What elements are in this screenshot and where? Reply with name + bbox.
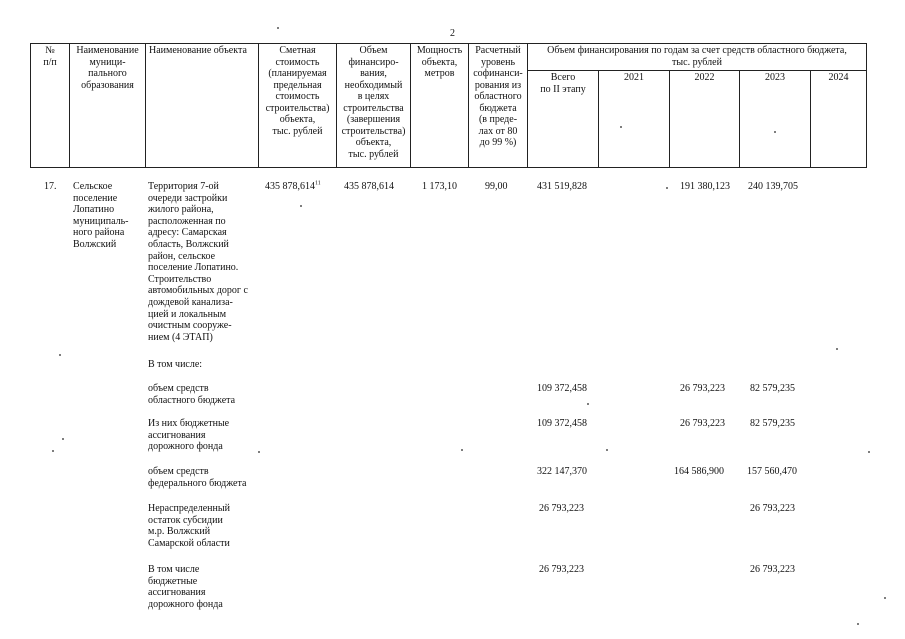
header-2022: 2022 xyxy=(694,72,715,83)
header-2024: 2024 xyxy=(828,72,849,83)
subrow-label: Нераспределенный остаток субсидии м.р. Волжский Самарской области xyxy=(148,503,230,549)
page-number: 2 xyxy=(450,28,455,39)
subrow-total: 26 793,223 xyxy=(539,503,584,514)
subrow-2023: 26 793,223 xyxy=(750,503,795,514)
header-funding-group: Объем финансирования по годам за счет средств областного бюджета, тыс. рублей xyxy=(547,45,847,68)
header-capacity: Мощность объекта, метров xyxy=(416,45,463,79)
subrow-label: Из них бюджетные ассигнования дорожного фонда xyxy=(148,418,230,453)
subrow-2023: 82 579,235 xyxy=(750,383,795,394)
header-2023: 2023 xyxy=(765,72,785,83)
row-volume: 435 878,614 xyxy=(344,181,394,192)
header-estimate: Сметная стоимость (планируемая предельная стоимость строительства) объекта, тыс. рублей xyxy=(265,45,330,137)
row-municipality: Сельское поселение Лопатино муниципаль- ного района Волжский xyxy=(73,181,129,250)
including-label: В том числе: xyxy=(148,359,203,370)
subrow-label: объем средств федерального бюджета xyxy=(148,466,247,489)
row-number: 17. xyxy=(44,181,57,192)
row-2023: 240 139,705 xyxy=(748,181,798,192)
subrow-2022: 26 793,223 xyxy=(680,383,725,394)
subrow-2023: 157 560,470 xyxy=(747,466,797,477)
header-volume: Объем финансиро- вания, необходимый в целях строительства (завершения строительства) объекта, тыс. рублей xyxy=(341,45,406,160)
header-object: Наименование объекта xyxy=(149,45,247,56)
subrow-2022: 26 793,223 xyxy=(680,418,725,429)
header-number: № п/п xyxy=(43,45,57,68)
row-capacity: 1 173,10 xyxy=(422,181,457,192)
subrow-2022: 164 586,900 xyxy=(674,466,724,477)
subrow-label: объем средств областного бюджета xyxy=(148,383,236,406)
header-total: Всего по II этапу xyxy=(540,72,586,95)
header-level: Расчетный уровень софинанси- рования из областного бюджета (в преде- лах от 80 до 99 %) xyxy=(473,45,523,148)
subrow-total: 109 372,458 xyxy=(537,383,587,394)
subrow-label: В том числе бюджетные ассигнования дорожного фонда xyxy=(148,564,223,610)
row-2022: 191 380,123 xyxy=(680,181,730,192)
estimate-footnote: 11 xyxy=(315,180,321,187)
header-municipality: Наименование муници- пального образования xyxy=(76,45,139,91)
row-estimate: 435 878,614$^{11}$ xyxy=(265,180,321,192)
row-object: Территория 7-ой очереди застройки жилого района, расположенная по адресу: Самарская область, Волжский район, сельское поселение Лопатино. Строительство автомобильных дорог с дождевой канализа- цией и локальным очистным сооруже- нием (4 ЭТАП) xyxy=(148,181,248,343)
row-total: 431 519,828 xyxy=(537,181,587,192)
row-level: 99,00 xyxy=(485,181,508,192)
subrow-total: 109 372,458 xyxy=(537,418,587,429)
header-2021: 2021 xyxy=(624,72,644,83)
subrow-total: 26 793,223 xyxy=(539,564,584,575)
subrow-total: 322 147,370 xyxy=(537,466,587,477)
subrow-2023: 26 793,223 xyxy=(750,564,795,575)
subrow-2023: 82 579,235 xyxy=(750,418,795,429)
